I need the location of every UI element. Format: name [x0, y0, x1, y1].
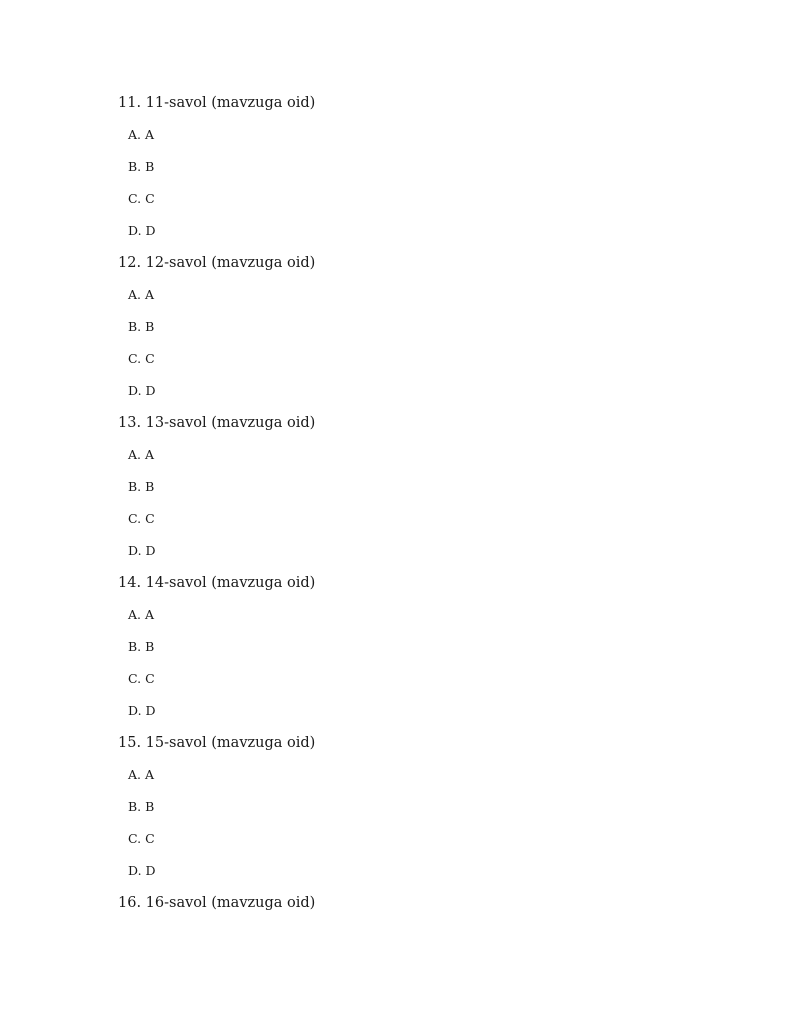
question-title: 13. 13-savol (mavzuga oid)	[118, 415, 316, 431]
answer-option-a: A. A	[128, 127, 155, 142]
answer-option-b: B. B	[128, 159, 155, 174]
question-title: 14. 14-savol (mavzuga oid)	[118, 575, 316, 591]
answer-option-a: A. A	[128, 607, 155, 622]
answer-option-b: B. B	[128, 479, 155, 494]
question-title: 15. 15-savol (mavzuga oid)	[118, 735, 316, 751]
answer-option-d: D. D	[128, 703, 156, 718]
answer-options	[118, 284, 738, 402]
question-11	[118, 92, 738, 242]
question-list	[118, 92, 738, 924]
answer-option-a: A. A	[128, 447, 155, 462]
question-title: 16. 16-savol (mavzuga oid)	[118, 895, 316, 911]
answer-option-c: C. C	[128, 351, 155, 366]
answer-options	[118, 764, 738, 882]
question-13	[118, 412, 738, 562]
answer-option-c: C. C	[128, 671, 155, 686]
question-title: 12. 12-savol (mavzuga oid)	[118, 255, 316, 271]
answer-option-d: D. D	[128, 543, 156, 558]
question-14	[118, 572, 738, 722]
answer-option-b: B. B	[128, 639, 155, 654]
answer-options	[118, 124, 738, 242]
answer-option-a: A. A	[128, 767, 155, 782]
answer-option-c: C. C	[128, 831, 155, 846]
answer-option-a: A. A	[128, 287, 155, 302]
question-15	[118, 732, 738, 882]
question-16	[118, 892, 738, 914]
answer-option-c: C. C	[128, 511, 155, 526]
question-title: 11. 11-savol (mavzuga oid)	[118, 95, 316, 111]
answer-option-d: D. D	[128, 863, 156, 878]
answer-option-c: C. C	[128, 191, 155, 206]
answer-option-d: D. D	[128, 383, 156, 398]
answer-options	[118, 444, 738, 562]
answer-option-d: D. D	[128, 223, 156, 238]
answer-option-b: B. B	[128, 799, 155, 814]
answer-options	[118, 604, 738, 722]
answer-option-b: B. B	[128, 319, 155, 334]
question-12	[118, 252, 738, 402]
